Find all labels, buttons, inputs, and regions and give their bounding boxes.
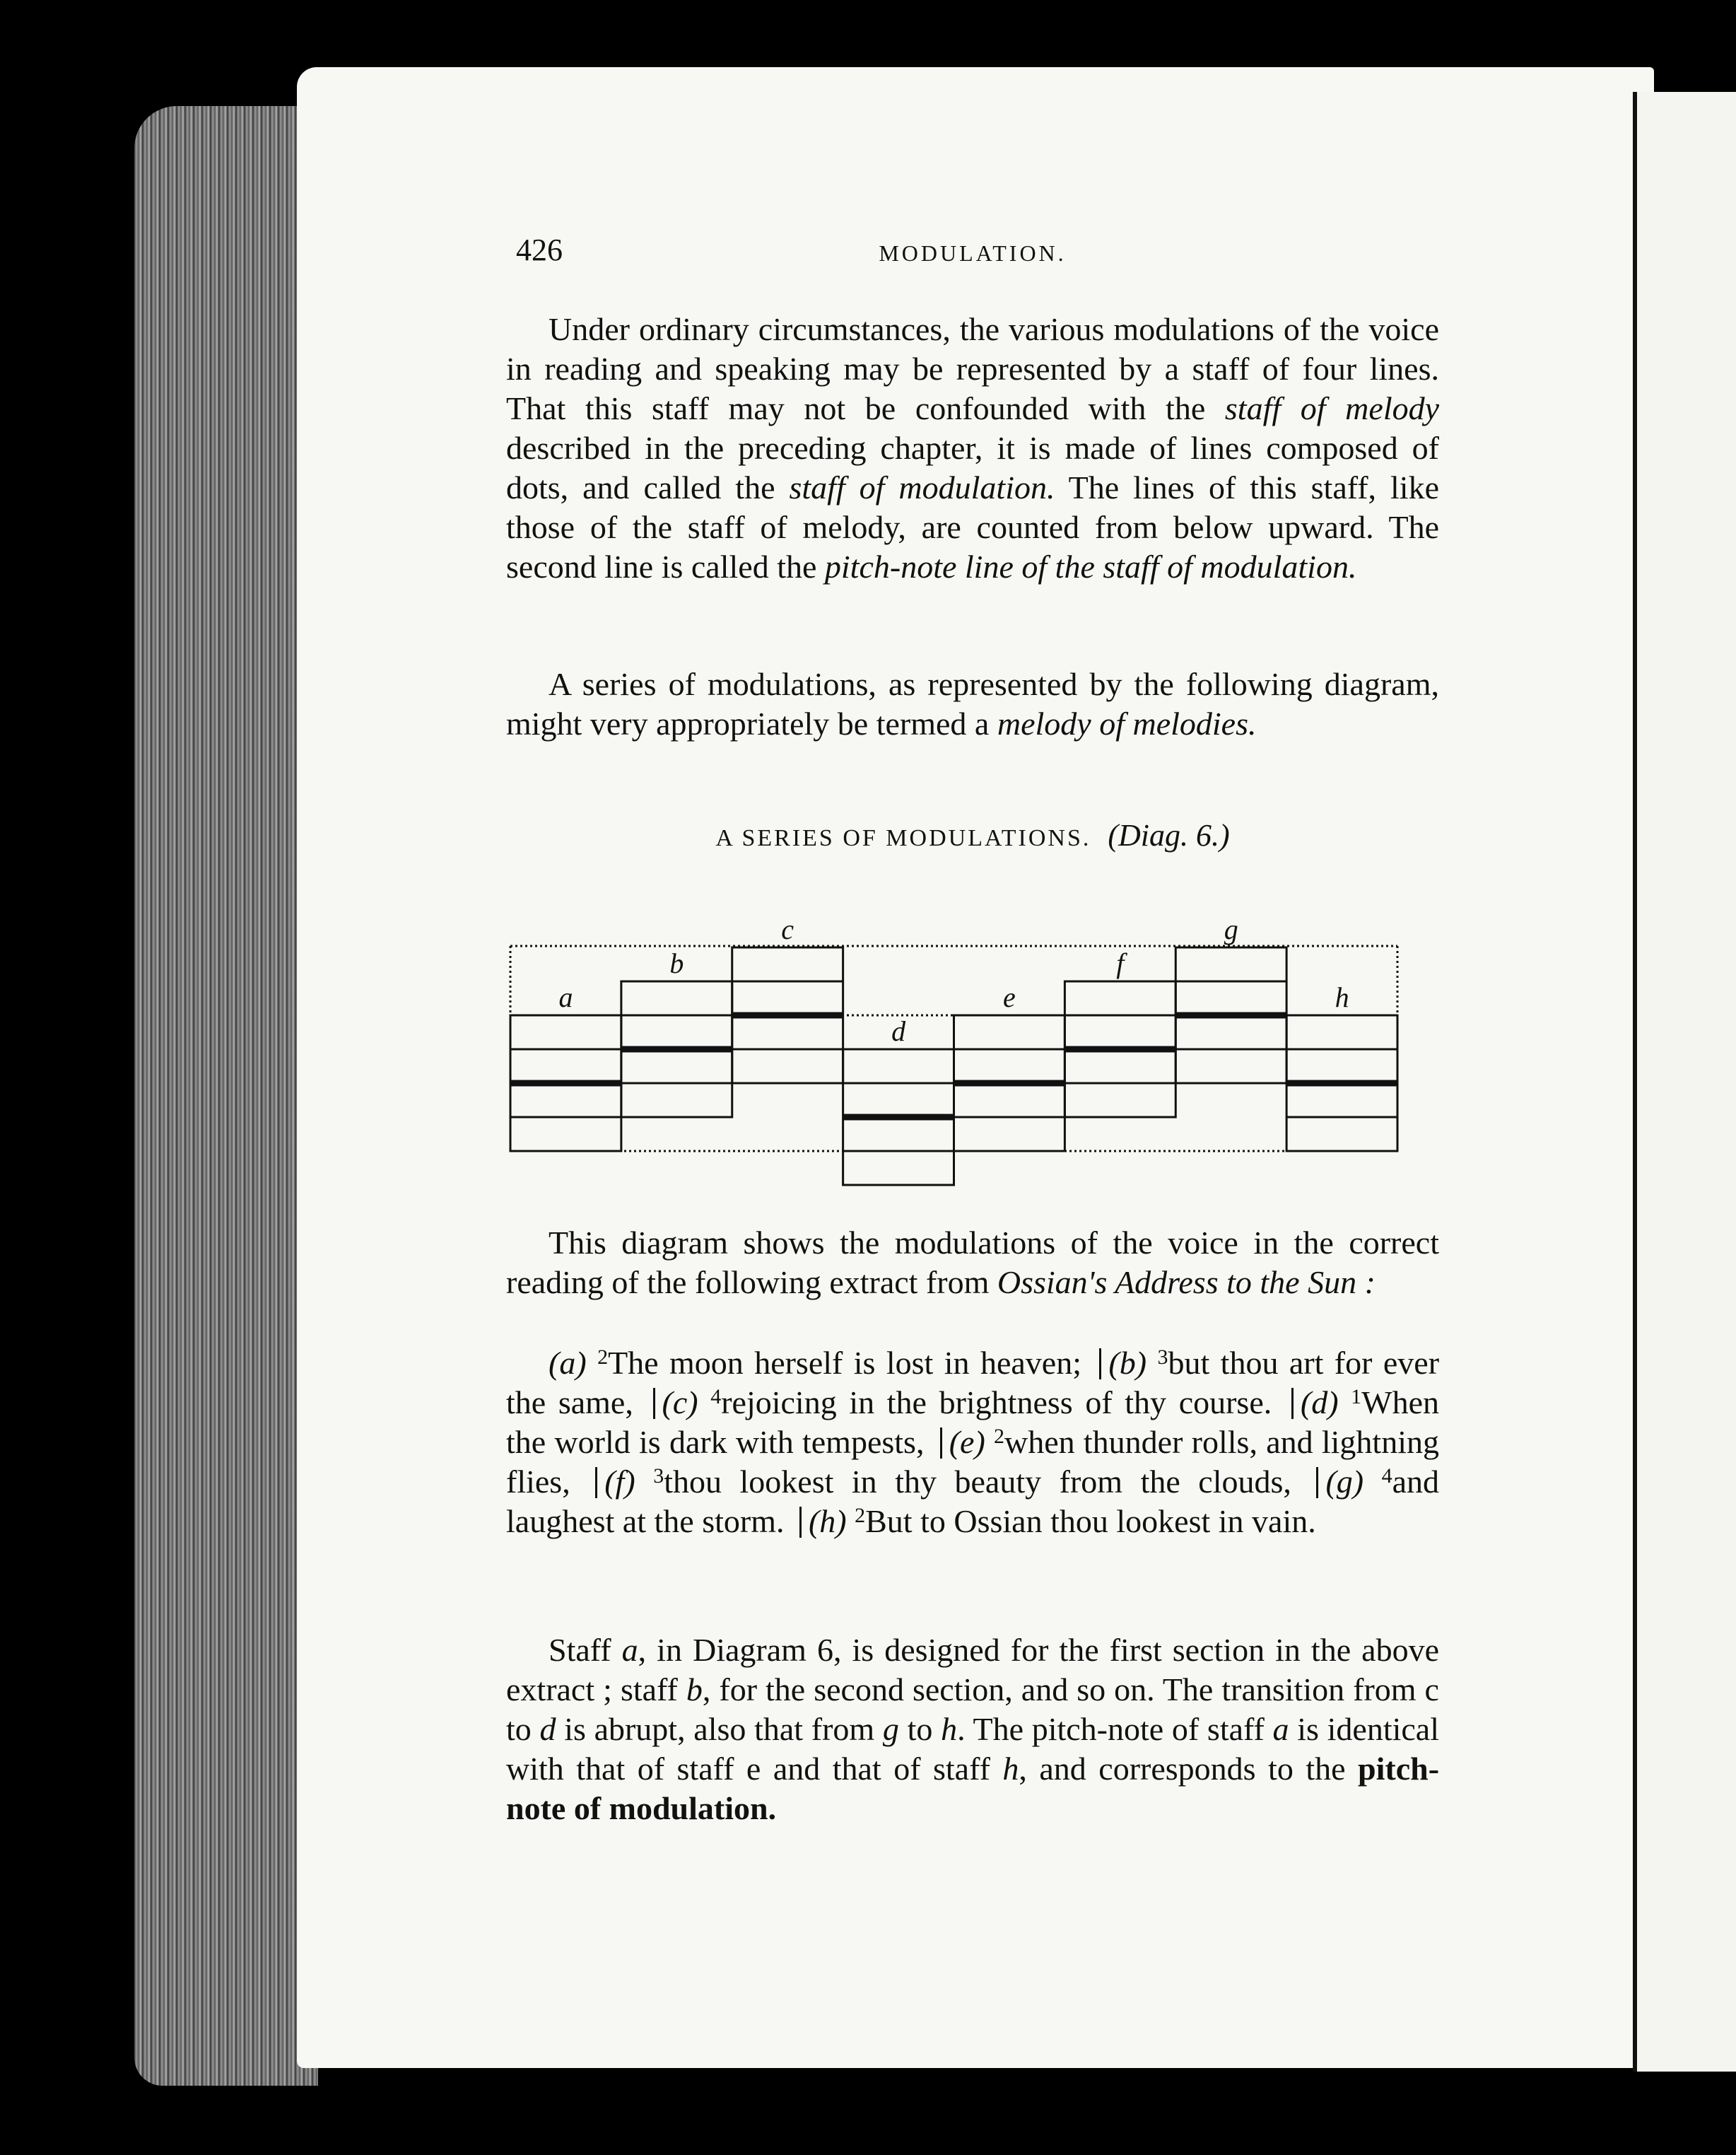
section-divider (1291, 1388, 1294, 1419)
text: is abrupt, also that from (556, 1711, 883, 1747)
staff-label: g (1224, 913, 1238, 945)
staves (510, 913, 1397, 1185)
text: A series of modulations, as represented by the following diagram, might very appropriately be termed a (506, 666, 1439, 742)
text: . The pitch-note of staff (957, 1711, 1273, 1747)
pitch-superscript: 2 (994, 1425, 1005, 1448)
extract-section-text: The moon herself is lost in heaven; (608, 1345, 1093, 1381)
section-marker: (b) (1108, 1345, 1158, 1381)
italic-text: a (621, 1632, 638, 1668)
staff-label: c (781, 913, 794, 945)
text: Staff (549, 1632, 622, 1668)
section-marker: (e) (949, 1424, 995, 1460)
running-head: MODULATION. (879, 240, 1067, 266)
text: Under ordinary circumstances, the various modulations of the voice in reading and speaking may be represented by a staff of four lines. That this staff may not be confounded with the (506, 311, 1439, 426)
staff-label: f (1116, 947, 1125, 979)
italic-text: pitch-note line of the staff of modulation. (824, 549, 1357, 585)
text: described in the preceding chapter, it is made of lines composed of dots, and called the (506, 430, 1439, 506)
section-marker: (h) (808, 1503, 855, 1539)
modulation-diagram (489, 854, 1443, 1222)
staff-label: b (669, 947, 684, 979)
text: , in Diagram 6, is designed for the first section in the above extract ; staff (506, 1632, 1439, 1707)
extract-section-text: and laughest at the storm. (506, 1464, 1440, 1539)
italic-text: g (882, 1711, 899, 1747)
text: is identical with that of staff e and that of staff (506, 1711, 1439, 1787)
pitch-superscript: 1 (1351, 1385, 1362, 1408)
text: , for the second section, and so on. The transition from c to (506, 1671, 1439, 1747)
extract-section-text: but thou art for ever the same, (506, 1345, 1440, 1420)
page-header (506, 232, 1439, 274)
staff-g (1175, 913, 1286, 1083)
pitch-superscript: 4 (710, 1385, 722, 1408)
diagram-reference: (Diag. 6.) (1108, 818, 1230, 853)
section-marker: (g) (1325, 1464, 1382, 1500)
staff-c (732, 913, 843, 1083)
staff-h (1286, 981, 1397, 1151)
page-number: 426 (516, 233, 563, 267)
italic-text: staff of modulation. (789, 469, 1055, 506)
staff-a (510, 981, 621, 1151)
section-divider (653, 1388, 655, 1419)
section-divider (799, 1507, 802, 1538)
extract-text (506, 1343, 1439, 1541)
italic-text: b (686, 1671, 703, 1707)
pitch-superscript: 2 (597, 1345, 609, 1369)
pitch-superscript: 4 (1381, 1464, 1392, 1488)
text: to (898, 1711, 942, 1747)
facing-page-edge (1633, 92, 1736, 2072)
italic-text: staff of melody (1224, 390, 1440, 426)
section-marker: (d) (1300, 1384, 1351, 1420)
staff-f (1065, 947, 1175, 1117)
italic-text: a (1272, 1711, 1289, 1747)
section-divider (1316, 1467, 1318, 1498)
section-divider (1099, 1348, 1101, 1379)
paragraph-4-extract (506, 1343, 1439, 1541)
staff-label: d (891, 1015, 906, 1047)
extract-section-text: thou lookest in thy beauty from the clouds, (664, 1464, 1310, 1500)
italic-text: Ossian's Address to the Sun : (997, 1264, 1376, 1300)
section-divider (940, 1427, 942, 1459)
pitch-superscript: 3 (1157, 1345, 1168, 1369)
bold-text: pitch-note of modulation. (506, 1751, 1440, 1826)
paragraph-2 (506, 665, 1439, 744)
staff-b (621, 947, 732, 1117)
section-marker: (a) (549, 1345, 598, 1381)
diagram-caption (506, 817, 1439, 853)
staff-label: e (1003, 981, 1016, 1013)
pitch-superscript: 2 (855, 1504, 866, 1527)
extract-section-text: But to Ossian thou lookest in vain. (865, 1503, 1316, 1539)
staff-label: a (558, 981, 573, 1013)
staff-e (954, 981, 1065, 1151)
italic-text: h (941, 1711, 958, 1747)
staff-label: h (1335, 981, 1349, 1013)
diagram-title: A SERIES OF MODULATIONS. (715, 825, 1091, 851)
book-page-edge (134, 106, 318, 2086)
section-divider (595, 1467, 597, 1498)
staff-d (843, 1015, 954, 1185)
text: The lines of this staff, like those of the staff of melody, are counted from below upward. The second line is called the (506, 469, 1439, 585)
italic-text: h (1002, 1751, 1019, 1787)
extract-section-text: rejoicing in the brightness of thy course. (721, 1384, 1284, 1420)
section-marker: (f) (604, 1464, 654, 1500)
extract-section-text: When the world is dark with tempests, (506, 1384, 1440, 1460)
paragraph-5 (506, 1630, 1439, 1828)
text: This diagram shows the modulations of the voice in the correct reading of the following extract from (506, 1225, 1439, 1300)
section-marker: (c) (662, 1384, 711, 1420)
text: , and corresponds to the (1019, 1751, 1359, 1787)
extract-section-text: when thunder rolls, and lightning flies, (506, 1424, 1439, 1500)
italic-text: d (539, 1711, 556, 1747)
italic-text: melody of melodies. (997, 706, 1257, 742)
paragraph-1 (506, 310, 1439, 587)
pitch-superscript: 3 (653, 1464, 664, 1488)
paragraph-3 (506, 1223, 1439, 1302)
